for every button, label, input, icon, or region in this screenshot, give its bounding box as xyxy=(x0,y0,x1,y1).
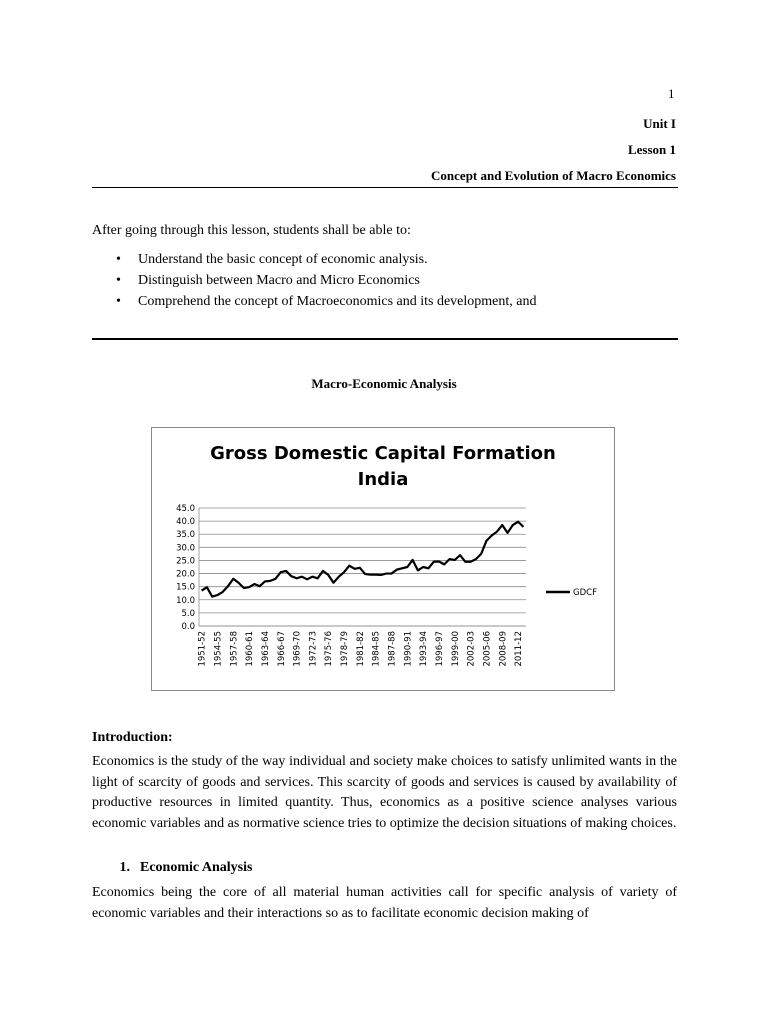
chart-title-line-1: Gross Domestic Capital Formation xyxy=(210,443,556,464)
objectives-list xyxy=(92,249,537,312)
y-tick-label: 40.0 xyxy=(176,517,195,528)
x-tick-label: 1954-55 xyxy=(213,631,224,667)
legend-label: GDCF xyxy=(573,588,597,598)
page-number: 1 xyxy=(668,86,675,101)
x-tick-label: 1987-88 xyxy=(387,631,398,667)
lesson-title: Concept and Evolution of Macro Economics xyxy=(431,168,676,183)
y-tick-label: 25.0 xyxy=(176,556,195,567)
header-divider xyxy=(92,187,678,188)
section-1-number: 1. xyxy=(119,860,130,875)
y-tick-label: 15.0 xyxy=(176,582,195,593)
x-tick-label: 2011-12 xyxy=(514,631,525,667)
objectives-intro: After going through this lesson, students shall be able to: xyxy=(92,223,411,238)
x-tick-label: 1951-52 xyxy=(197,631,208,667)
x-tick-label: 1969-70 xyxy=(292,631,303,667)
section-1-heading xyxy=(92,860,252,876)
x-tick-label: 2008-09 xyxy=(498,631,509,667)
objective-item: • Understand the basic concept of economic analysis. xyxy=(92,249,537,270)
objectives-divider xyxy=(92,338,678,340)
economic-analysis-text: Economics being the core of all material human activities call for specific analysis of variety of economic variables and their interactions so as to facilitate economic decision making of xyxy=(92,885,677,921)
x-tick-label: 1993-94 xyxy=(419,631,430,667)
gdcf-series-line xyxy=(202,522,524,597)
y-tick-label: 5.0 xyxy=(181,608,195,619)
x-tick-label: 1978-79 xyxy=(340,631,351,667)
y-tick-label: 30.0 xyxy=(176,543,195,554)
gdcf-chart xyxy=(151,427,615,691)
section-1-title: Economic Analysis xyxy=(140,860,253,875)
y-tick-label: 20.0 xyxy=(176,569,195,580)
x-tick-label: 1981-82 xyxy=(355,631,366,667)
unit-label: Unit I xyxy=(643,116,676,131)
x-tick-label: 1963-64 xyxy=(260,631,271,667)
x-tick-label: 1960-61 xyxy=(245,631,256,667)
x-tick-label: 1999-00 xyxy=(450,631,461,667)
objective-item: • Distinguish between Macro and Micro Economics xyxy=(92,270,537,291)
x-tick-label: 1972-73 xyxy=(308,631,319,667)
objective-item: • Comprehend the concept of Macroeconomics and its development, and xyxy=(92,291,537,312)
introduction-heading: Introduction: xyxy=(92,730,173,745)
gdcf-chart-svg xyxy=(152,428,614,690)
x-tick-label: 2002-03 xyxy=(466,631,477,667)
x-tick-label: 1975-76 xyxy=(324,631,335,667)
x-tick-label: 1996-97 xyxy=(434,631,445,667)
y-tick-label: 45.0 xyxy=(176,504,195,514)
lesson-label: Lesson 1 xyxy=(627,142,676,157)
introduction-text: Economics is the study of the way individual and society make choices to satisfy unlimited wants in the light of scarcity of goods and services. This scarcity of goods and services is caused by availability of productive resources in limited quantity. Thus, economics as a positive science analyses various economic variables and as normative science tries to optimize the decision situations of making choices. xyxy=(92,754,677,831)
x-tick-label: 2005-06 xyxy=(482,631,493,667)
chart-title-line-2: India xyxy=(357,469,409,490)
x-tick-label: 1966-67 xyxy=(276,631,287,667)
section-heading: Macro-Economic Analysis xyxy=(311,376,457,391)
y-tick-label: 10.0 xyxy=(176,595,195,606)
y-tick-label: 35.0 xyxy=(176,530,195,541)
x-tick-label: 1984-85 xyxy=(371,631,382,667)
y-tick-label: 0.0 xyxy=(181,622,195,632)
x-tick-label: 1957-58 xyxy=(229,631,240,667)
x-tick-label: 1990-91 xyxy=(403,631,414,667)
